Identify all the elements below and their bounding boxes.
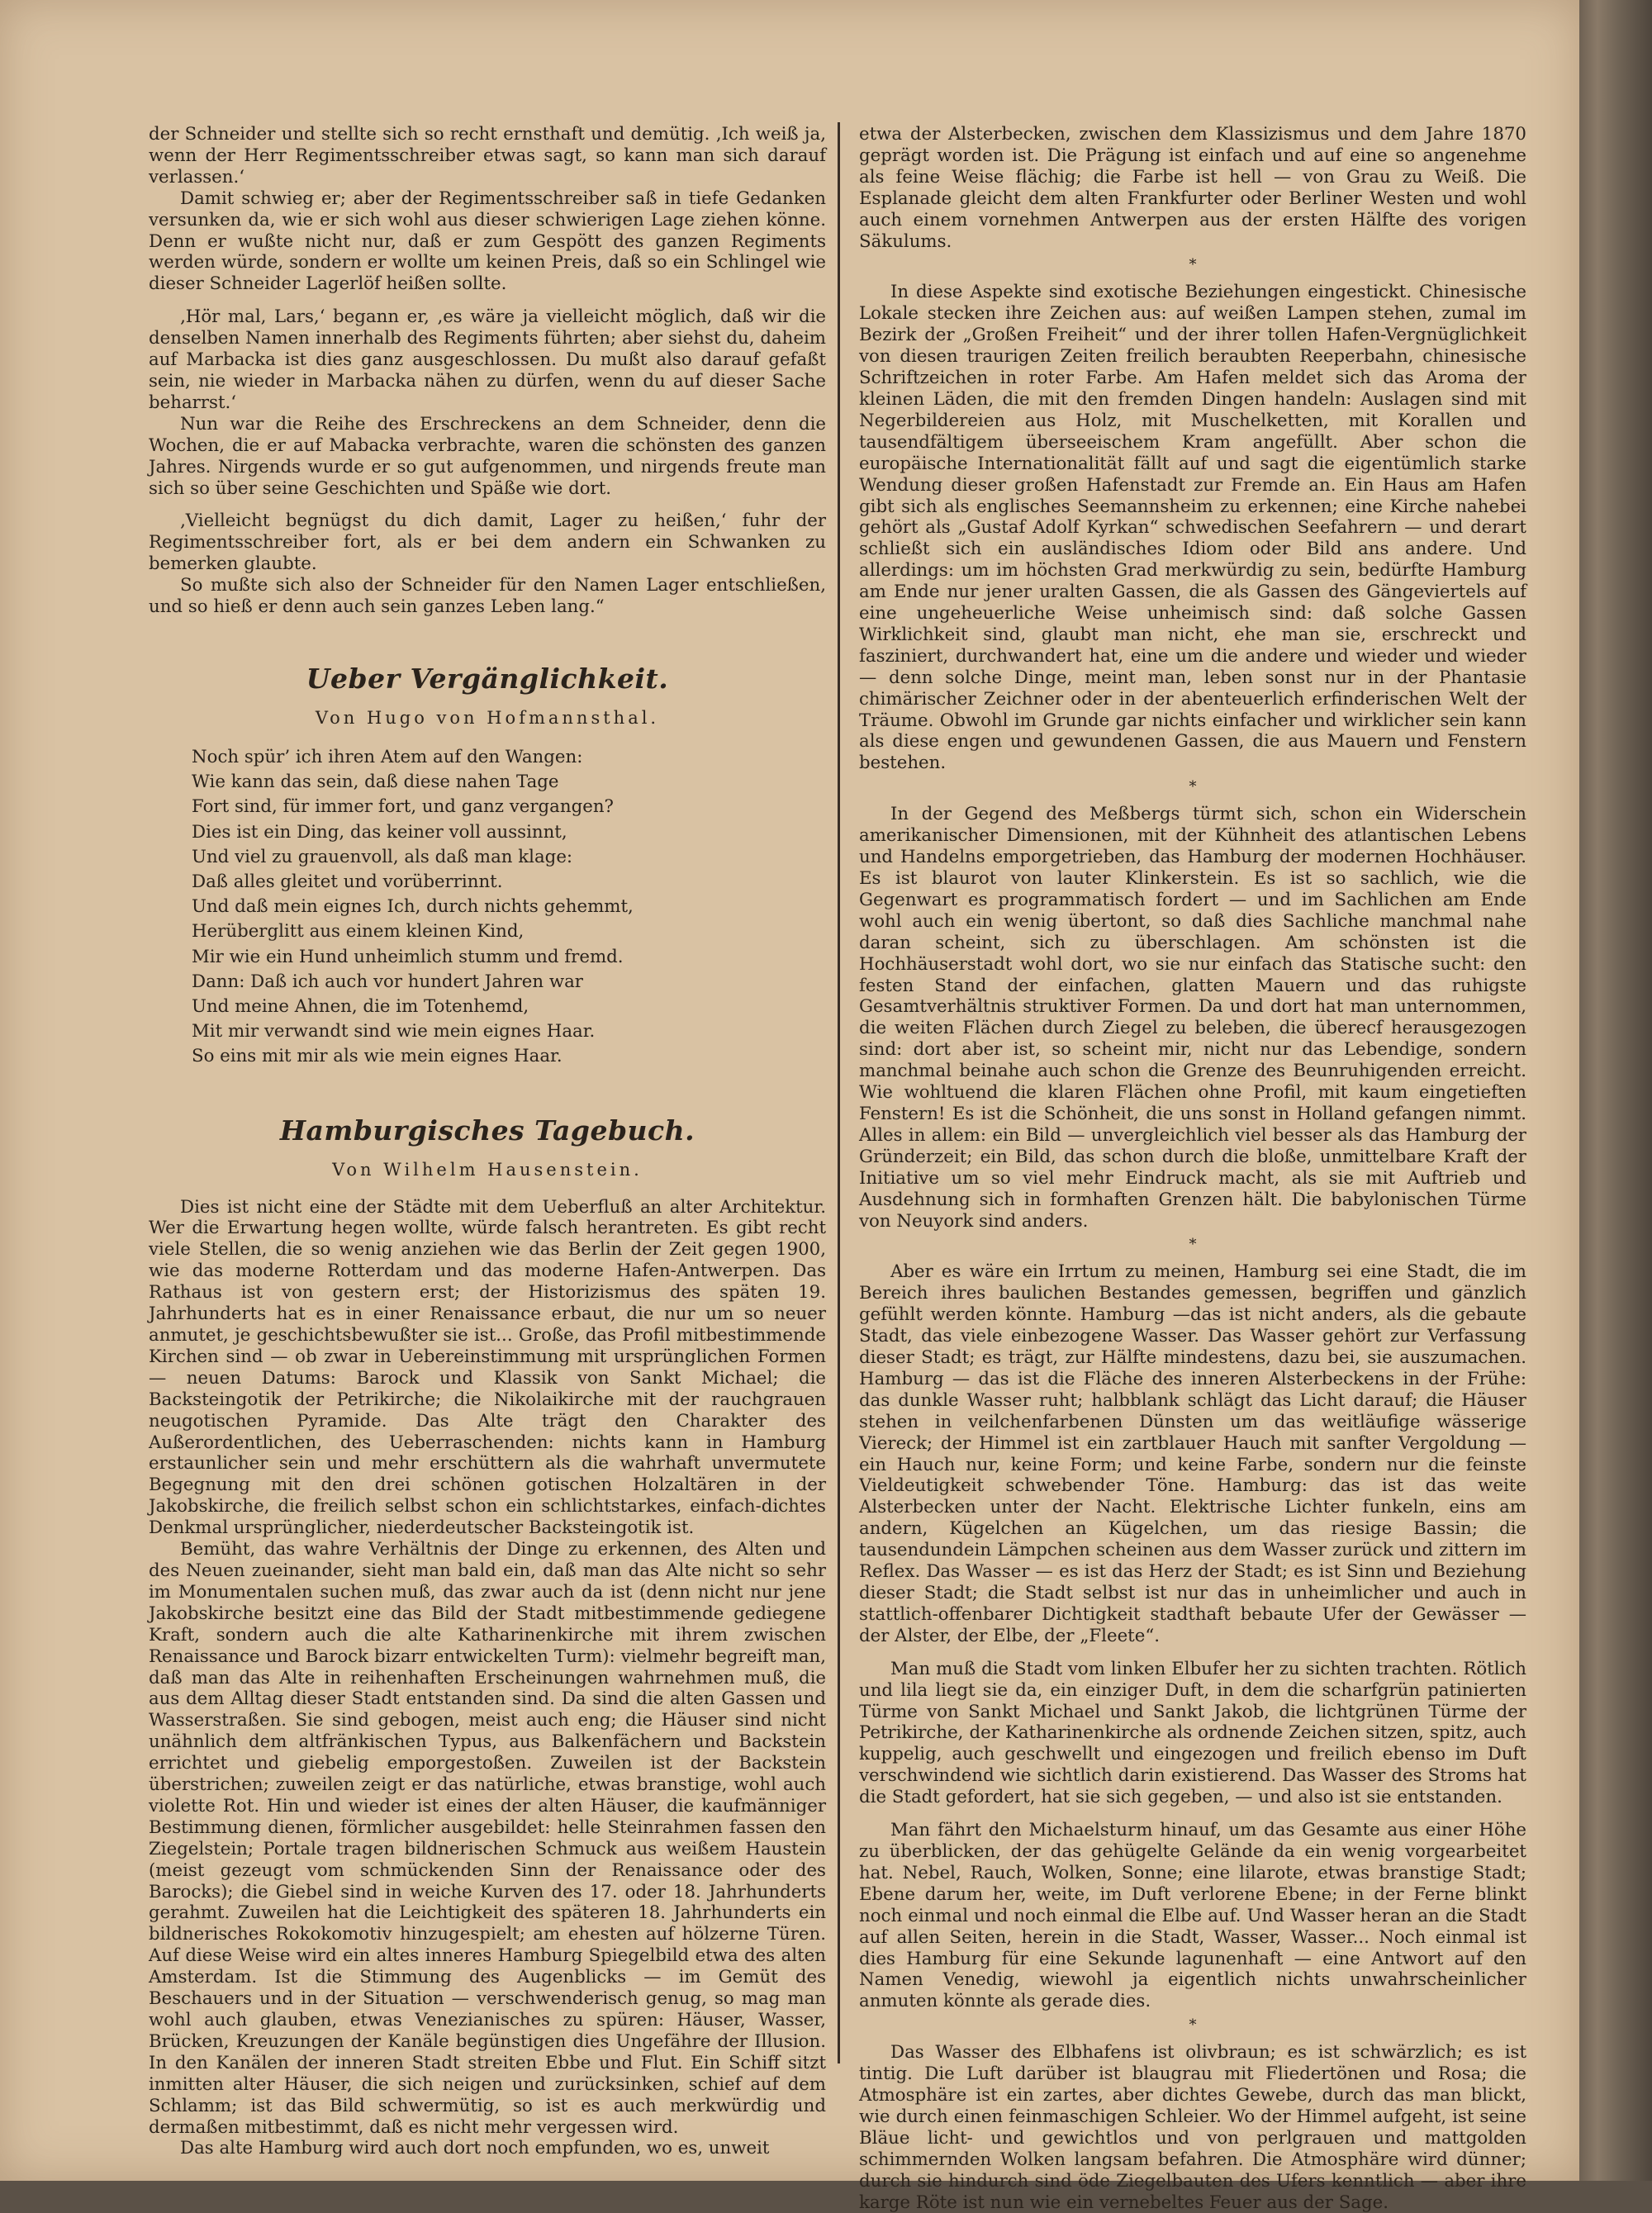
paragraph: In diese Aspekte sind exotische Beziehungen eingestickt. Chinesische Lokale stecken ihre Zeichen aus: auf weißen Lampen stehen, zumal im Bezirk der „Großen Freiheit“ und der ihrer tollen Hafen-Vergnüglichkeit von diesen traurigen Zeiten freilich beraubten Reeperbahn, chinesische Schriftzeichen in roter Farbe. Am Hafen meldet sich das Aroma der kleinen Läden, die mit den fremden Dingen handeln: Auslagen sind mit Negerbildereien aus Holz, mit Muschelketten, mit Korallen und tausendfältigem überseeischem Kram angefüllt. Aber schon die europäische Internationalität fällt auf und sagt die eigentümlich starke Wendung dieser großen Hafenstadt zur Fremde an. Ein Haus am Hafen gibt sich als englisches Seemannsheim zu erkennen; eine Kirche nahebei gehört als „Gustaf Adolf Kyrkan“ schwedischen Seefahrern — und derart schließt sich ein ausländisches Idiom oder Bild ans andere. Und allerdings: um im höchsten Grad merkwürdig zu sein, bedürfte Hamburg am Ende nur jener uralten Gassen, die als Gassen des Gängeviertels auf eine ungeheuerliche Weise unheimisch sind: daß solche Gassen Wirklichkeit sind, glaubt man nicht, ehe man sie, erschreckt und fasziniert, durchwandert hat, eine um die andere und wieder und wieder — denn solche Dinge, meint man, leben sonst nur in der Phantasie chimärischer Zeichner oder in der abenteuerlich erfinderischen Welt der Träume. Obwohl im Grunde gar nichts einfacher und wirklicher sein kann als diese engen und gewundenen Gassen, die aus Mauern und Fenstern bestehen.: [859, 282, 1526, 774]
paragraph: Das Wasser des Elbhafens ist olivbraun; es ist schwärzlich; es ist tintig. Die Luft darüber ist blaugrau mit Fliedertönen und Rosa; die Atmosphäre ist ein zartes, aber dichtes Gewebe, durch das man blickt, wie durch einen feinmaschigen Schleier. Wo der Himmel aufgeht, ist seine Bläue licht- und gewichtlos und von perlgrauen und mattgolden schimmernden Wolken langsam befahren. Die Atmosphäre wird dünner; durch sie hindurch sind öde Ziegelbauten des Ufers kenntlich — aber ihre karge Röte ist nun wie ein vernebeltes Feuer aus der Sage.: [859, 2042, 1526, 2213]
poem-line: Fort sind, für immer fort, und ganz vergangen?: [192, 796, 614, 818]
poem-line: Mir wie ein Hund unheimlich stumm und fremd.: [192, 946, 624, 967]
poem-line: Daß alles gleitet und vorüberrinnt.: [192, 871, 503, 892]
poem-byline: Von Hugo von Hofmannsthal.: [315, 707, 660, 728]
right-column: [859, 124, 1526, 2213]
poem-line: Dann: Daß ich auch vor hundert Jahren war: [192, 971, 583, 992]
column-rule: [838, 122, 840, 2063]
poem-title: Ueber Vergänglichkeit.: [306, 662, 669, 695]
poem-line: Und daß mein eignes Ich, durch nichts gehemmt,: [192, 896, 634, 918]
paragraph: Damit schwieg er; aber der Regimentsschreiber saß in tiefe Gedanken versunken da, wie er sich wohl aus dieser schwierigen Lage ziehen könne. Denn er wußte nicht nur, daß er zum Gespött des ganzen Regiments werden würde, sondern er wollte um keinen Preis, daß so ein Schlingel wie dieser Schneider Lagerlöf heißen sollte.: [149, 188, 826, 295]
diary-byline: Von Wilhelm Hausenstein.: [332, 1159, 643, 1180]
paragraph: Man fährt den Michaelsturm hinauf, um das Gesamte aus einer Höhe zu überblicken, der das gehügelte Gelände da ein wenig vorgearbeitet hat. Nebel, Rauch, Wolken, Sonne; eine lilarote, etwas branstige Stadt; Ebene darum her, weite, im Duft verlorene Ebene; in der Ferne blinkt noch einmal und noch einmal die Elbe auf. Und Wasser heran an die Stadt auf allen Seiten, herein in die Stadt, Wasser, Wasser... Noch einmal ist dies Hamburg für eine Sekunde lagunenhaft — eine Antwort auf den Namen Venedig, wiewohl ja eigentlich nichts unwahrscheinlicher anmuten könnte als gerade dies.: [859, 1820, 1526, 2012]
paragraph: der Schneider und stellte sich so recht ernsthaft und demütig. ‚Ich weiß ja, wenn der Herr Regimentsschreiber etwas sagt, so kann man sich darauf verlassen.‘: [149, 124, 826, 188]
poem-line: Dies ist ein Ding, das keiner voll aussinnt,: [192, 821, 567, 843]
paragraph: Nun war die Reihe des Erschreckens an dem Schneider, denn die Wochen, die er auf Mabacka verbrachte, waren die schönsten des ganzen Jahres. Nirgends wurde er so gut aufgenommen, und nirgends freute man sich so über seine Geschichten und Späße wie dort.: [149, 413, 826, 499]
poem-line: Noch spür’ ich ihren Atem auf den Wangen:: [192, 746, 583, 767]
paragraph: In der Gegend des Meßbergs türmt sich, schon ein Widerschein amerikanischer Dimensionen, mit der Kühnheit des atlantischen Lebens und Handelns emporgetrieben, das Hamburg der modernen Hochhäuser. Es ist blaurot von lauter Klinkerstein. Es ist so sachlich, wie die Gegenwart es programmatisch fordert — und im Sachlichen am Ende wohl auch ein wenig übertont, so daß dies Sachliche manchmal nahe daran scheint, sich zu überschlagen. Am schönsten ist die Hochhäuserstadt wohl dort, wo sie nur einfach das Statische sucht: den festen Stand der einfachen, glatten Mauern und das ruhigste Gesamtverhältnis struktiver Formen. Da und dort hat man unternommen, die weiten Flächen durch Ziegel zu beleben, die überecf herausgezogen sind: dort aber ist, so scheint mir, nicht nur das Lebendige, sondern manchmal beinahe auch schon die Grenze des Beunruhigenden erreicht. Wie wohltuend die klaren Flächen ohne Profil, mit kaum eingetieften Fenstern! Es ist die Schönheit, die uns sonst in Holland gefangen nimmt. Alles in allem: ein Bild — unvergleichlich viel besser als das Hamburg der Gründerzeit; ein Bild, das schon durch die bloße, unmittelbare Kraft der Initiative um so viel mehr Eindruck macht, als sie mit Auftrieb und Ausdehnung sich in formhaften Grenzen hält. Die babylonischen Türme von Neuyork sind anders.: [859, 804, 1526, 1232]
poem-line: Wie kann das sein, daß diese nahen Tage: [192, 772, 559, 793]
paragraph: So mußte sich also der Schneider für den Namen Lager entschließen, und so hieß er denn auch sein ganzes Leben lang.“: [149, 575, 826, 618]
left-column: [149, 124, 826, 2159]
section-separator: *: [1189, 1236, 1197, 1254]
paragraph: ‚Vielleicht begnügst du dich damit, Lager zu heißen,‘ fuhr der Regimentsschreiber fort, als er bei dem andern ein Schwanken zu bemerken glaubte.: [149, 511, 826, 575]
section-separator: *: [1189, 778, 1197, 796]
section-separator: *: [1189, 2016, 1197, 2035]
paragraph: Das alte Hamburg wird auch dort noch empfunden, wo es, unweit: [180, 2138, 770, 2159]
poem-line: So eins mit mir als wie mein eignes Haar.: [192, 1046, 563, 1067]
poem-line: Und viel zu grauenvoll, als daß man klage:: [192, 846, 573, 867]
poem: [192, 745, 826, 1070]
page-edge: [1579, 0, 1652, 2181]
paragraph: Dies ist nicht eine der Städte mit dem Ueberfluß an alter Architektur. Wer die Erwartung hegen wollte, würde falsch herantreten. Es gibt recht viele Stellen, die so wenig anziehen wie das Berlin der Zeit gegen 1900, wie das moderne Rotterdam und das moderne Hafen-Antwerpen. Das Rathaus ist von gestern erst; der Historizismus des späten 19. Jahrhunderts hat es in einer Renaissance erbaut, die nur um so neuer anmutet, je geschichtsbewußter sie ist... Große, das Profil mitbestimmende Kirchen sind — ob zwar in Uebereinstimmung mit ursprünglichen Formen — neuen Datums: Barock und Klassik von Sankt Michael; die Backsteingotik der Petrikirche; die Nikolaikirche mit der rauchgrauen neugotischen Pyramide. Das Alte trägt den Charakter des Außerordentlichen, des Ueberraschenden: nichts kann in Hamburg erstaunlicher sein und mehr erschüttern als die wahrhaft unvermutete Begegnung mit den drei schönen gotischen Holzaltären in der Jakobskirche, die freilich selbst schon ein schlichtstarkes, einfach-dichtes Denkmal ursprünglicher, niederdeutscher Backsteingotik ist.: [149, 1196, 826, 1539]
paragraph: ‚Hör mal, Lars,‘ begann er, ‚es wäre ja vielleicht möglich, daß wir die denselben Namen innerhalb des Regiments führten; aber siehst du, daheim auf Marbacka ist dies ganz ausgeschlossen. Du mußt also darauf gefaßt sein, nie wieder in Marbacka nähen zu dürfen, wenn du auf dieser Sache beharrst.‘: [149, 306, 826, 413]
poem-line: Und meine Ahnen, die im Totenhemd,: [192, 995, 529, 1017]
paragraph: Bemüht, das wahre Verhältnis der Dinge zu erkennen, des Alten und des Neuen zueinander, sieht man bald ein, daß man das Alte nicht so sehr im Monumentalen suchen muß, das zwar auch da ist (denn nicht nur jene Jakobskirche besitzt eine das Bild der Stadt mitbestimmende gediegene Kraft, sondern auch die alte Katharinenkirche mit ihrem zwischen Renaissance und Barock bizarr entwickelten Turm): vielmehr begreift man, daß man das Alte in reihenhaften Erscheinungen wahrnehmen muß, die aus dem Alltag dieser Stadt entstanden sind. Da sind die alten Gassen und Wasserstraßen. Sie sind gebogen, meist auch eng; die Häuser sind nicht unähnlich dem altfränkischen Typus, aus Balkenfächern und Backstein errichtet und giebelig emporgestoßen. Zuweilen ist der Backstein überstrichen; zuweilen zeigt er das natürliche, etwas branstige, wohl auch violette Rot. Hin und wieder ist eines der alten Häuser, die kaufmänniger Bestimmung dienen, förmlicher ausgebildet: helle Steinrahmen fassen den Ziegelstein; Portale tragen bildnerischen Schmuck aus weißem Haustein (meist gezeugt vom schmückenden Sinn der Renaissance oder des Barocks); die Giebel sind in weiche Kurven des 17. oder 18. Jahrhunderts gerahmt. Zuweilen hat die Leichtigkeit des späteren 18. Jahrhunderts ein bildnerisches Rokokomotiv hinzugespielt; am ehesten auf hölzerne Türen. Auf diese Weise wird ein altes inneres Hamburg Spiegelbild etwa des alten Amsterdam. Ist die Stimmung des Augenblicks — im Gemüt des Beschauers und in der Situation — verschwenderisch genug, so mag man wohl auch glauben, etwas Venezianisches zu spüren: Häuser, Wasser, Brücken, Kreuzungen der Kanäle begünstigen dies Ungefähre der Illusion. In den Kanälen der inneren Stadt streiten Ebbe und Flut. Ein Schiff sitzt inmitten alter Häuser, die sich neigen und zurücksinken, schief auf dem Schlamm; ist das Bild schwermütig, so ist es auch merkwürdig und dermaßen mitbestimmt, daß es nicht mehr vergessen wird.: [149, 1539, 826, 2138]
poem-line: Herüberglitt aus einem kleinen Kind,: [192, 921, 525, 943]
paragraph: etwa der Alsterbecken, zwischen dem Klassizismus und dem Jahre 1870 geprägt worden ist. Die Prägung ist einfach und auf eine so angenehme als feine Weise flächig; die Farbe ist hell — von Grau zu Weiß. Die Esplanade gleicht dem alten Frankfurter oder Berliner Westen und wohl auch einem vornehmen Antwerpen aus der ersten Hälfte des vorigen Säkulums.: [859, 124, 1526, 252]
diary-title: Hamburgisches Tagebuch.: [279, 1114, 695, 1147]
paragraph: Man muß die Stadt vom linken Elbufer her zu sichten trachten. Rötlich und lila liegt sie da, ein einziger Duft, in dem die scharfgrün patinierten Türme von Sankt Michael und Sankt Jakob, die lichtgrünen Türme der Petrikirche, der Katharinenkirche als ordnende Zeichen sitzen, spitz, auch kuppelig, auch geschwellt und eingezogen und freilich ebenso im Duft verschwindend wie sichtlich darin existierend. Das Wasser des Stroms hat die Stadt gefordert, hat sie sich gegeben, — und also ist sie entstanden.: [859, 1658, 1526, 1808]
section-separator: *: [1189, 256, 1197, 274]
poem-line: Mit mir verwandt sind wie mein eignes Haar.: [192, 1021, 596, 1042]
paragraph: Aber es wäre ein Irrtum zu meinen, Hamburg sei eine Stadt, die im Bereich ihres baulichen Bestandes gemessen, begriffen und gänzlich gefühlt werden könnte. Hamburg —das ist nicht anders, als die gebaute Stadt, das viele einbezogene Wasser. Das Wasser gehört zur Verfassung dieser Stadt; es trägt, zur Hälfte mindestens, dazu bei, sie auszumachen. Hamburg — das ist die Fläche des inneren Alsterbeckens in der Frühe: das dunkle Wasser ruht; halbblank schlägt das Licht darauf; die Häuser stehen in veilchenfarbenen Dünsten um das weitläufige wässerige Viereck; der Himmel ist ein zartblauer Hauch mit sanfter Vergoldung — ein Hauch nur, keine Form; und keine Farbe, sondern nur die feinste Vieldeutigkeit schwebender Töne. Hamburg: das ist das weite Alsterbecken unter der Nacht. Elektrische Lichter funkeln, eins am andern, Kügelchen an Kügelchen, um das riesige Bassin; die tausendundein Lämpchen scheinen aus dem Wasser zurück und zittern im Reflex. Das Wasser — es ist das Herz der Stadt; es ist Sinn und Beziehung dieser Stadt; die Stadt selbst ist nur das in unheimlicher und auch in stattlich-offenbarer Dichtigkeit stadthaft bebaute Ufer der Gewässer — der Alster, der Elbe, der „Fleete“.: [859, 1261, 1526, 1646]
